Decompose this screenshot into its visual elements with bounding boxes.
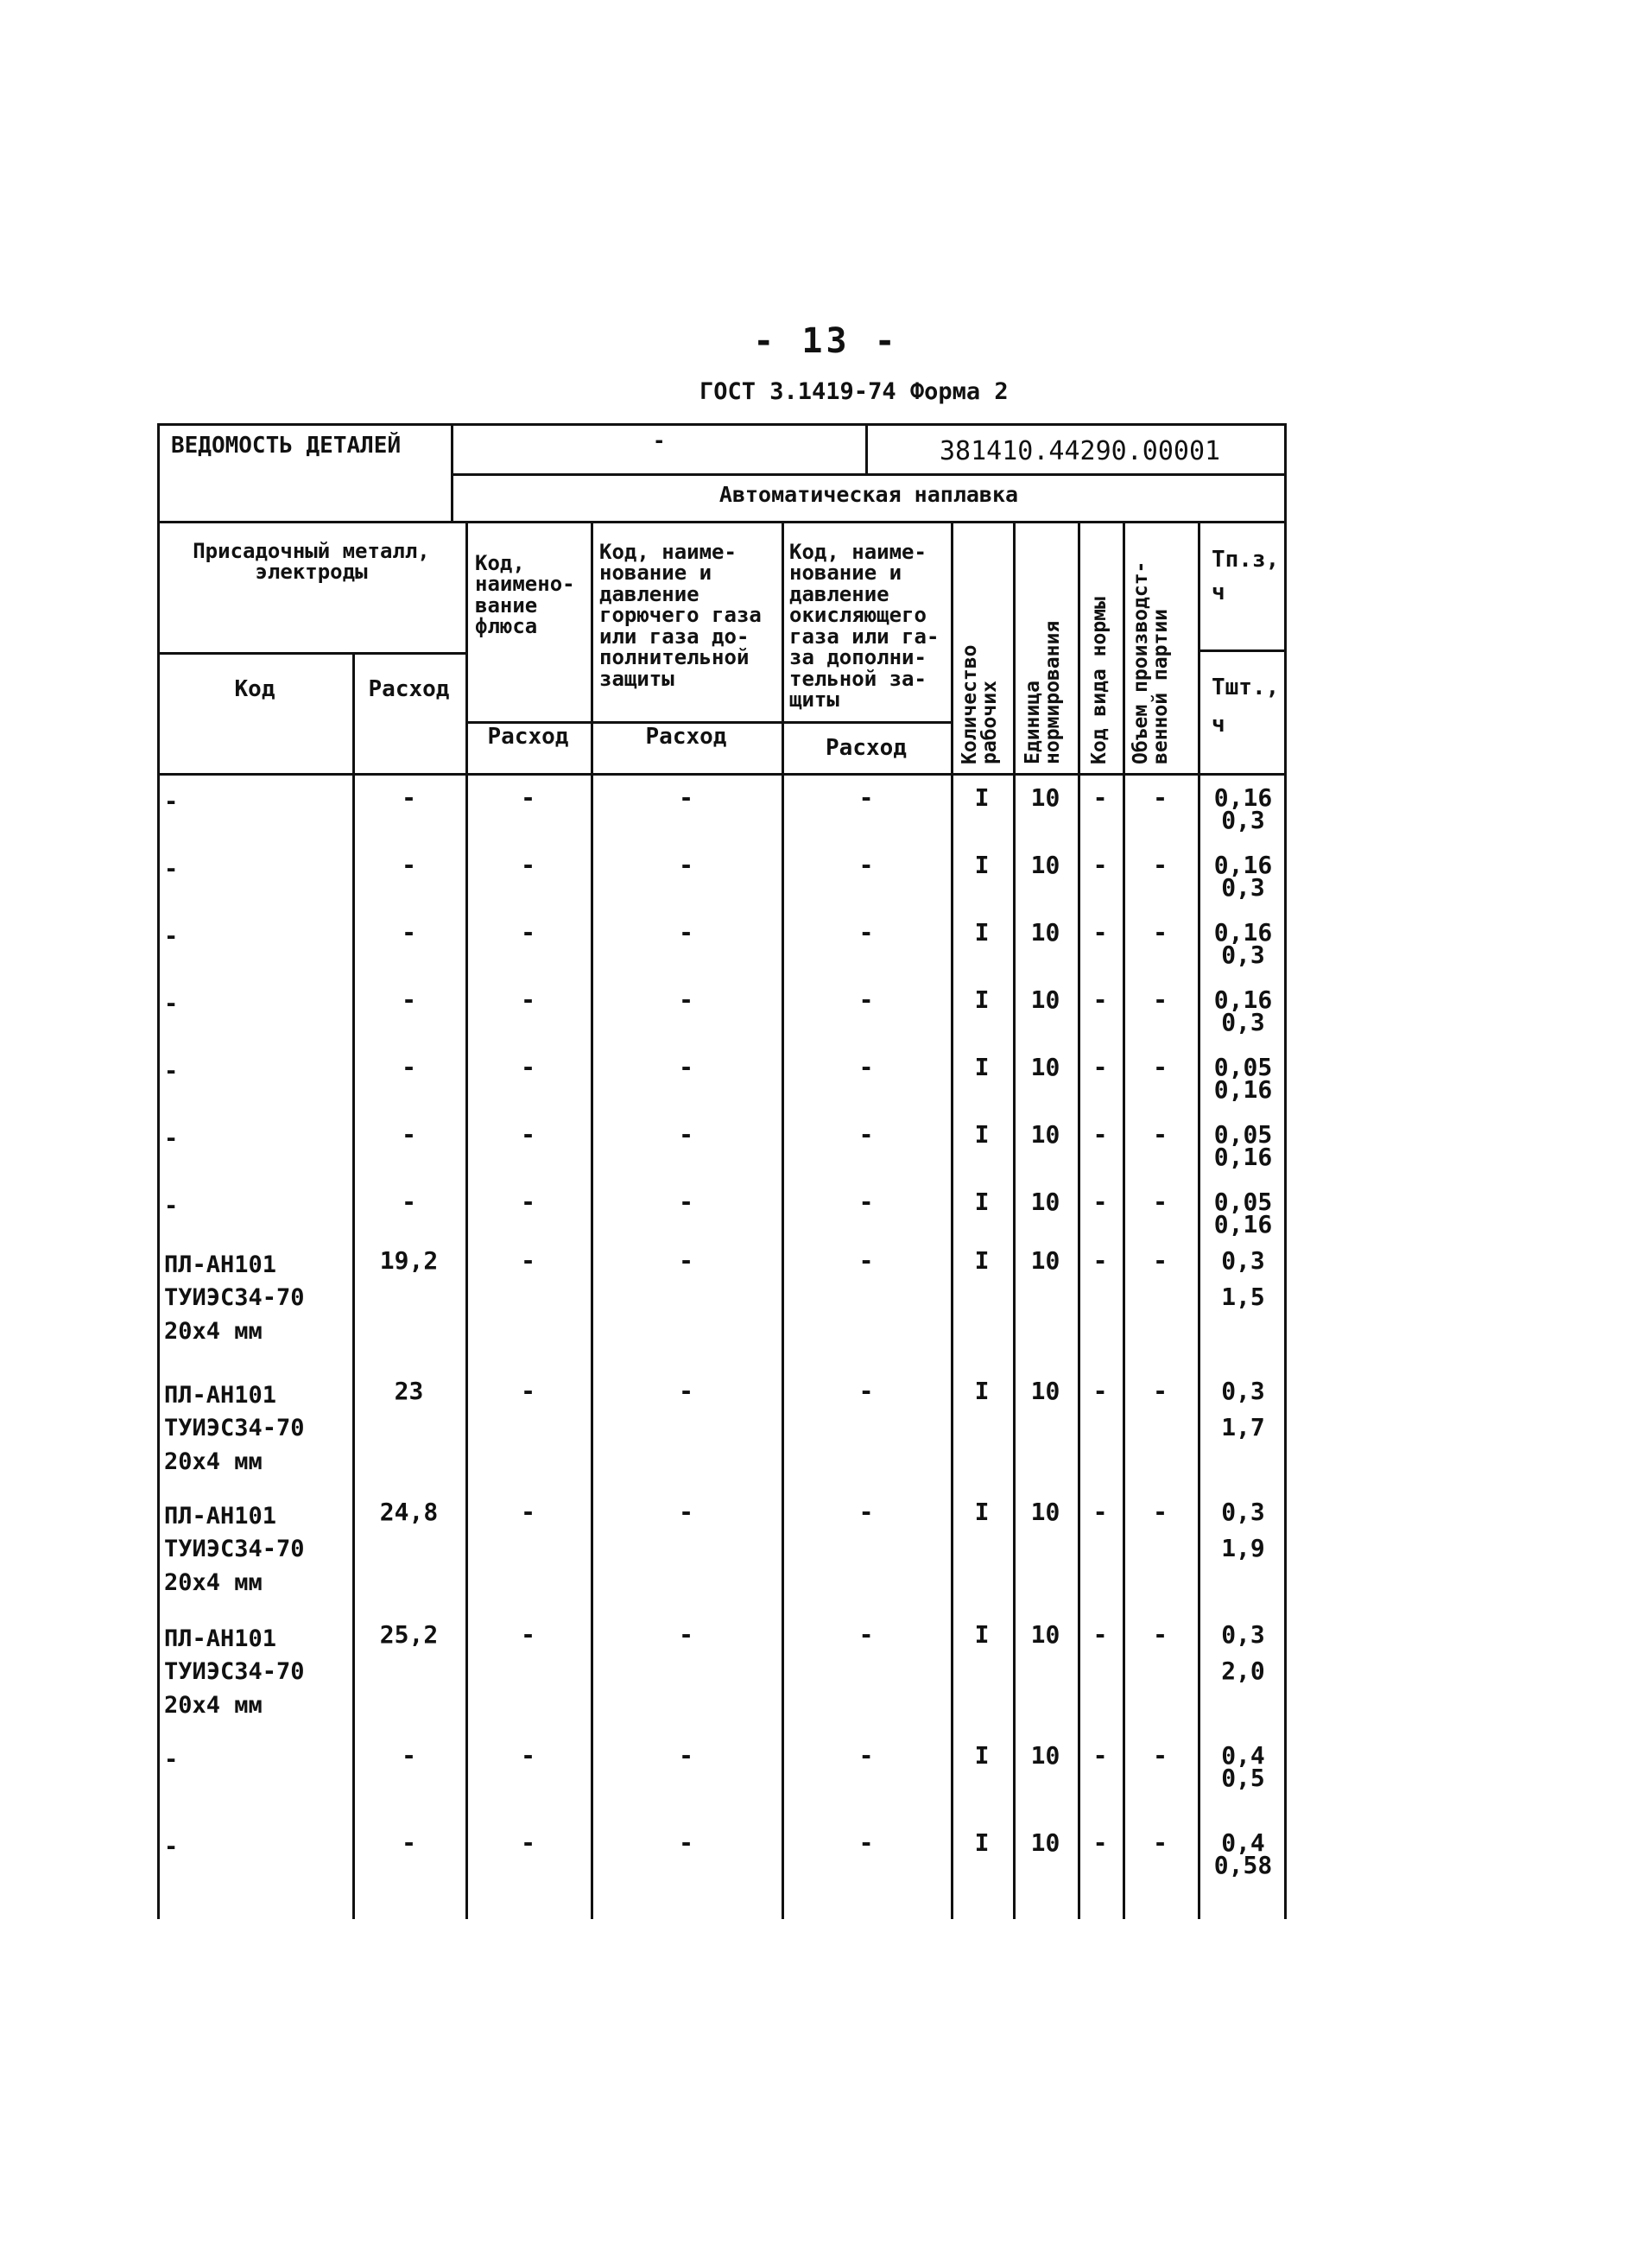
cell-t2: 1,5 [1221,1283,1265,1311]
cell-oxid: - [858,1188,874,1216]
rule [157,521,1287,523]
cell-fuel: - [679,1498,693,1526]
cell-fuel: - [679,1188,693,1216]
rule [1078,521,1080,1919]
cell-batch: - [1153,1246,1168,1275]
cell-norm: - [1092,985,1108,1014]
field-dash: - [653,428,666,453]
cell-oxid: - [858,851,874,879]
cell-fuel: - [679,985,693,1014]
cell-fuel: - [679,851,693,879]
cell-flux: - [521,918,535,947]
cell-t2: 0,3 [1221,1008,1265,1036]
cell-cons: 24,8 [379,1498,439,1526]
cell-code: - [164,789,179,815]
cell-workers: I [974,1246,990,1275]
cell-flux: - [521,1120,535,1149]
cell-fuel: - [679,1053,693,1081]
cell-unit: 10 [1030,851,1060,879]
cell-t1: 0,3 [1221,1498,1265,1526]
rule [352,652,355,1919]
rule [157,423,1287,426]
cell-norm: - [1092,1246,1108,1275]
cell-cons: 25,2 [379,1620,439,1649]
cell-unit: 10 [1030,1120,1060,1149]
cell-workers: I [974,1377,990,1405]
t-sht-header: Тшт., ч [1212,675,1280,738]
cell-code: - [164,923,179,950]
cell-oxid: - [858,1120,874,1149]
cell-workers: I [974,985,990,1014]
filler-consumption-header: Расход [368,676,450,702]
cell-unit: 10 [1030,1188,1060,1216]
rule [157,423,160,1919]
cell-batch: - [1153,1741,1168,1770]
cell-code: - [164,1746,179,1773]
cell-workers: I [974,1498,990,1526]
cell-flux: - [521,851,535,879]
norm-type-code-header: Код вида нормы [1088,597,1111,764]
cell-t1: 0,3 [1221,1620,1265,1649]
cell-t2: 0,16 [1213,1143,1273,1171]
cell-t2: 1,9 [1221,1534,1265,1562]
process-name: Автоматическая наплавка [718,482,1019,507]
cell-unit: 10 [1030,783,1060,812]
cell-batch: - [1153,1377,1168,1405]
cell-fuel: - [679,1377,693,1405]
cell-code: ПЛ-АН101 ТУИЭС34-70 20х4 мм [164,1382,305,1475]
cell-batch: - [1153,1620,1168,1649]
cell-cons: - [402,783,416,812]
cell-t1: 0,3 [1221,1246,1265,1275]
cell-oxid: - [858,985,874,1014]
cell-flux: - [521,1377,535,1405]
rule [451,423,453,521]
t-pz-header: Тп.з, ч [1212,547,1280,605]
cell-workers: I [974,1053,990,1081]
cell-workers: I [974,783,990,812]
cell-fuel: - [679,1620,693,1649]
rule [1198,521,1200,1919]
rule [865,423,868,473]
cell-unit: 10 [1030,918,1060,947]
cell-t2: 0,3 [1221,941,1265,969]
cell-norm: - [1092,1741,1108,1770]
cell-cons: - [402,851,416,879]
cell-flux: - [521,1188,535,1216]
cell-norm: - [1092,851,1108,879]
cell-t1: 0,16 [1213,918,1273,947]
cell-fuel: - [679,1246,693,1275]
cell-code: - [164,1125,179,1152]
cell-batch: - [1153,1188,1168,1216]
cell-norm: - [1092,1828,1108,1857]
cell-flux: - [521,1828,535,1857]
cell-t2: 0,3 [1221,873,1265,902]
cell-oxid: - [858,1053,874,1081]
cell-norm: - [1092,1498,1108,1526]
flux-header: Код, наимено- вание флюса [475,551,575,639]
cell-t2: 2,0 [1221,1657,1265,1685]
cell-unit: 10 [1030,1498,1060,1526]
cell-norm: - [1092,1620,1108,1649]
cell-workers: I [974,1828,990,1857]
cell-oxid: - [858,1498,874,1526]
cell-fuel: - [679,1741,693,1770]
cell-batch: - [1153,918,1168,947]
cell-batch: - [1153,1053,1168,1081]
cell-oxid: - [858,1620,874,1649]
cell-workers: I [974,851,990,879]
cell-cons: - [402,918,416,947]
cell-t2: 1,7 [1221,1413,1265,1441]
cell-flux: - [521,1498,535,1526]
cell-flux: - [521,1741,535,1770]
batch-volume-header: Объем производст- венной партии [1130,561,1172,764]
cell-norm: - [1092,1120,1108,1149]
cell-batch: - [1153,1828,1168,1857]
cell-t2: 0,3 [1221,806,1265,834]
cell-cons: - [402,985,416,1014]
cell-oxid: - [858,1741,874,1770]
form-reference: ГОСТ 3.1419-74 Форма 2 [699,378,1009,405]
cell-cons: - [402,1741,416,1770]
cell-oxid: - [858,918,874,947]
cell-cons: - [402,1828,416,1857]
cell-oxid: - [858,1246,874,1275]
cell-flux: - [521,985,535,1014]
cell-batch: - [1153,851,1168,879]
cell-t1: 0,05 [1213,1120,1273,1149]
cell-t2: 0,16 [1213,1210,1273,1239]
cell-code: ПЛ-АН101 ТУИЭС34-70 20х4 мм [164,1503,305,1596]
cell-code: ПЛ-АН101 ТУИЭС34-70 20х4 мм [164,1251,305,1345]
cell-code: ПЛ-АН101 ТУИЭС34-70 20х4 мм [164,1625,305,1719]
cell-t2: 0,16 [1213,1075,1273,1104]
cell-oxid: - [858,1828,874,1857]
rule [157,773,1287,776]
cell-oxid: - [858,783,874,812]
rule [951,521,953,1919]
cell-workers: I [974,1741,990,1770]
cell-unit: 10 [1030,1620,1060,1649]
cell-fuel: - [679,1120,693,1149]
cell-t1: 0,16 [1213,851,1273,879]
rule [1123,521,1125,1919]
cell-unit: 10 [1030,1828,1060,1857]
cell-t1: 0,16 [1213,985,1273,1014]
cell-cons: - [402,1188,416,1216]
cell-t2: 0,5 [1221,1764,1265,1792]
rule [1198,649,1287,652]
cell-unit: 10 [1030,1741,1060,1770]
cell-norm: - [1092,918,1108,947]
cell-workers: I [974,1120,990,1149]
cell-oxid: - [858,1377,874,1405]
cell-unit: 10 [1030,985,1060,1014]
rule [1284,423,1287,1919]
page-number: - 13 - [753,321,899,361]
cell-code: - [164,1193,179,1220]
cell-unit: 10 [1030,1246,1060,1275]
filler-metal-header: Присадочный металл, электроды [193,539,430,585]
cell-flux: - [521,783,535,812]
cell-batch: - [1153,985,1168,1014]
cell-t1: 0,05 [1213,1053,1273,1081]
fuel-gas-header: Код, наиме- нование и давление горючего газа или газа до- полнительной защиты [599,540,762,691]
cell-t2: 0,58 [1213,1851,1273,1879]
cell-t1: 0,16 [1213,783,1273,812]
cell-cons: 19,2 [379,1246,439,1275]
cell-batch: - [1153,1498,1168,1526]
rule [451,473,1287,476]
cell-flux: - [521,1053,535,1081]
cell-flux: - [521,1620,535,1649]
cell-unit: 10 [1030,1053,1060,1081]
norm-unit-header: Единица нормирования [1022,620,1064,764]
oxidizing-gas-header: Код, наиме- нование и давление окисляющего газа или га- за дополни- тельной за- щиты [789,540,940,713]
cell-workers: I [974,1188,990,1216]
rule [1013,521,1016,1919]
cell-norm: - [1092,783,1108,812]
cell-batch: - [1153,783,1168,812]
cell-code: - [164,991,179,1017]
cell-workers: I [974,1620,990,1649]
cell-workers: I [974,918,990,947]
cell-batch: - [1153,1120,1168,1149]
sheet-title: ВЕДОМОСТЬ ДЕТАЛЕЙ [171,433,402,459]
cell-unit: 10 [1030,1377,1060,1405]
cell-fuel: - [679,783,693,812]
cell-code: - [164,856,179,883]
fuel-gas-consumption-header: Расход [645,724,727,750]
cell-norm: - [1092,1188,1108,1216]
cell-cons: - [402,1120,416,1149]
cell-flux: - [521,1246,535,1275]
cell-fuel: - [679,918,693,947]
oxidizing-gas-consumption-header: Расход [826,735,907,761]
cell-t1: 0,4 [1221,1828,1265,1857]
cell-cons: - [402,1053,416,1081]
cell-fuel: - [679,1828,693,1857]
cell-cons: 23 [394,1377,424,1405]
cell-t1: 0,4 [1221,1741,1265,1770]
document-code: 381410.44290.00001 [940,436,1221,466]
cell-t1: 0,3 [1221,1377,1265,1405]
filler-code-header: Код [234,676,275,702]
cell-norm: - [1092,1377,1108,1405]
cell-norm: - [1092,1053,1108,1081]
flux-consumption-header: Расход [487,724,569,750]
rule [157,652,465,655]
cell-t1: 0,05 [1213,1188,1273,1216]
cell-code: - [164,1058,179,1085]
workers-count-header: Количество рабочих [959,644,1001,764]
rule [782,521,784,1919]
cell-code: - [164,1834,179,1860]
